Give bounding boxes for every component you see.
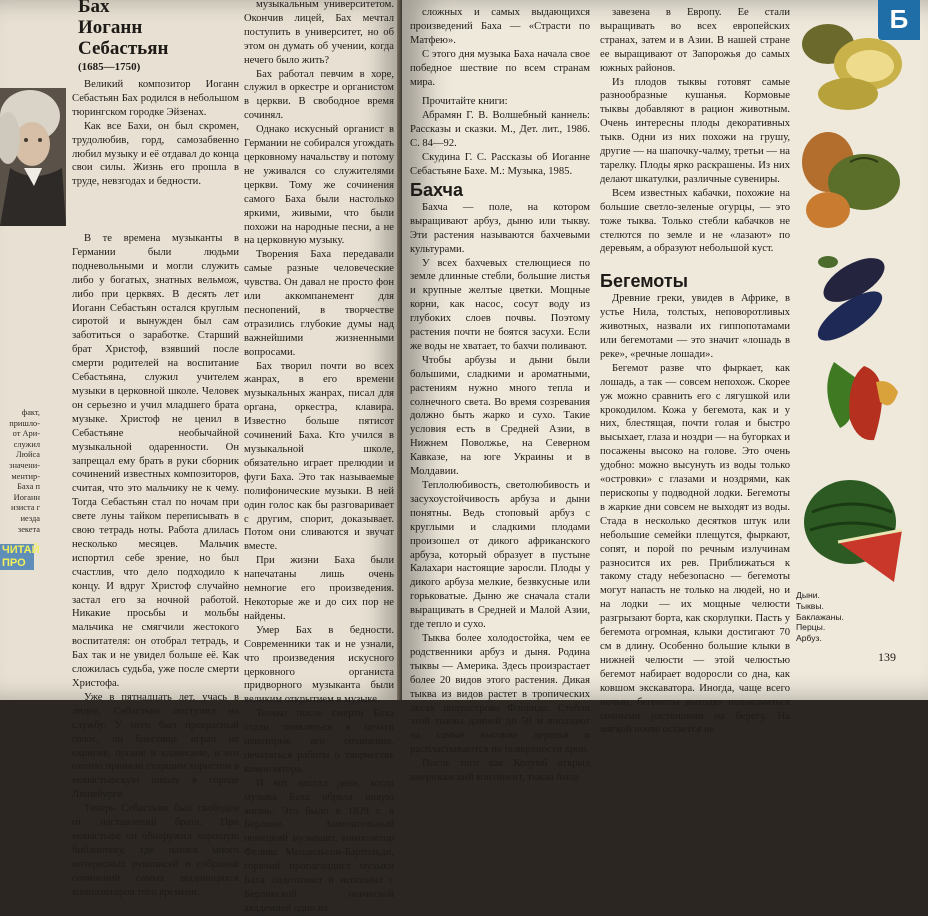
paragraph: завезена в Европу. Ее стали выращивать во всех европейских странах, затем и в Азии. В нашей стране ее выращивают от Запорожья до самых южных районов. (600, 7, 790, 74)
title-line: Иоганн (78, 17, 143, 38)
paragraph: Бегемот разве что фыркает, как лошадь, а так — совсем непохож. Скорее уж можно сравнить его с лягушкой или крокодилом. Кожа у бегемота, как и у них, блестящая, почти голая и быстро высыхает, глаза и ноздри — на бугорках и посажены высоко на голове. Это очень удобно: можно высунуть из воды только «островки» с глазами и ноздрями, как перископы у подводной лодки. Бегемоты в жаркие дни совсем не выходят из воды. Стада в несколько десятков штук или небольшие семейки плещутся, фыркают, сопят, и порой по речным излучинам разносится их рев. Приближаться к такому стаду небезопасно — бегемоты могут напасть не только на людей, но и на лодки — их мощные челюсти разгрызают борта, как скорлупки. Пасть у бегемота огромная, клыки достигают 70 см в длину. Особенно большие клыки в нижней челюсти — этой челюстью бегемот набирает водоросли со дна, как ковшом экскаватора. Иногда, чаще всего ночью, бегемоты выходят полакомиться сочными растениями на берегу. На мягкой почве остается не (600, 362, 790, 736)
paragraph: Великий композитор Иоганн Себастьян Бах родился в небольшом тюрингском городке Эйзенах. (72, 79, 239, 118)
paragraph: Однако искусный органист в Германии не собирался угождать церковному начальству и потому не уживался со служителями церкви. Тому же сочинения самого Баха были настолько яркими, живыми, что были похожи на народные песни, а не на церковную музыку. (244, 124, 394, 247)
watermelon-icon (804, 480, 902, 582)
paragraph: музыкальным университетом. Окончив лицей, Бах мечтал поступить в университет, но об этом он думать об учении, когда нечего было жить? (244, 0, 394, 66)
vegetables-illustration (798, 22, 906, 602)
paragraph: Теплолюбивость, светолюбивость и засухоустойчивость арбуза и дыни понятны. Ведь стоповый арбуз с круглыми и сладкими плодами произошел от дикого африканского арбуза, который образует в пустыне Калахари настоящие заросли. Плоды у дикого арбуза мелкие, безвкусные или горьковатые. Дыню же сначала стали выращивать в Средней и Малой Азии, где тепло и сухо. (410, 480, 590, 631)
reading-heading: Прочитайте книги: (422, 96, 508, 108)
paragraph: Тыква более холодостойка, чем ее родственники арбуз и дыня. Родина тыквы — Америка. Здесь произрастает более 20 видов этого растения. Дикая тыква из видов растет в тропических лесах полуострова Флорида. Стебли этой тыквы длиной до 50 м вползают на самые высокие деревья и распластываются по поверхности крон. (410, 632, 590, 756)
pumpkin-icon (802, 132, 900, 228)
letter-tab: Б (878, 0, 920, 40)
paragraph: Древние греки, увидев в Африке, в устье Нила, толстых, неповоротливых животных, назвали их гиппопотамами или бегемотами — это значит «лошадь в реке», «речные лошади». (600, 293, 790, 360)
bach-portrait (0, 88, 66, 226)
article-title-begemoty: Бегемоты (600, 271, 689, 292)
article-title-bach (78, 0, 238, 59)
paragraph: Чтобы арбузы и дыни были большими, сладкими и ароматными, растениям нужно много тепла и солнечного света. Во время созревания должно быть жарко и сухо. Такие условия есть в Средней Азии, в Нижнем Поволжье, на Северном Кавказе, на юге Украины и в Молдавии. (410, 354, 590, 478)
paragraph: Бах творил почти во всех жанрах, в его времени музыкальных жанрах, писал для органа, оркестра, клавира. Известно больше пятисот сочинений Баха. Кто учился в музыкальной школе, обязательно играет прелюдии и фуги Баха. Это так называемые полифонические музыки. В ней один голос как бы разговаривает с другим, спорит, доказывает. Потом они сливаются и звучат вместе. (244, 360, 394, 553)
reading-item: Абрамян Г. В. Волшебный каннель: Рассказы и сказки. М., Дет. лит., 1986. С. 84—92. (410, 110, 590, 150)
bach-column-1 (72, 78, 239, 189)
paragraph: Всем известных кабачки, похожие на большие светло-зеленые огурцы, — это тоже тыква. Только стебли кабачков не стелются по земле и не «лазают» по деревьям, а образуют небольшой куст. (600, 187, 790, 255)
bach-years: (1685—1750) (78, 61, 141, 73)
paragraph: И вот настал день, когда музыка Баха обрела новую жизнь. Это было в 1829 г. в Берлине. Замечательный немецкий музыкант, композитор Феликс Мендельсон-Бартольди, горячий пропагандист музыки Баха подготовил и исполнил с Берлинской певческой академией одно из (244, 777, 394, 914)
article-title-bakhcha: Бахча (410, 179, 463, 200)
page-number: 139 (878, 650, 896, 664)
margin-note: факт, пришло- от Ари- служил Люйса значени- ментир- Баха п Иоганн изиста г иезда зекета (9, 408, 40, 534)
title-line: Бах (78, 0, 110, 17)
illustration-caption (796, 590, 856, 644)
paragraph: Бах работал певчим в хоре, служил в оркестре и органистом в церкви. В свободное время сочинял. (244, 68, 394, 122)
right-page (402, 0, 928, 784)
caption-line: Баклажаны. (796, 611, 844, 622)
paragraph: Только после смерти Баха стали появляться в печати некоторые его сочинения, печататься работы о творчестве композитора. (244, 708, 394, 775)
paragraph: Уже в пятнадцать лет, учась в лицее, Себастьян поступил на службу. У него был прекрасный голос, он блестяще играл на скрипке, органе и клавесине, и его охотно приняли старшим хористом в монастырскую школу в городе Люнебурге. (72, 691, 239, 801)
right-column-1 (410, 6, 590, 785)
caption-line: Арбуз. (796, 633, 822, 644)
pepper-icon (827, 362, 898, 440)
eggplant-icon (811, 249, 892, 349)
paragraph: С этого дня музыка Баха начала свое победное шествие по всем странам мира. (410, 48, 590, 88)
melon-icon (802, 24, 902, 110)
paragraph: В те времена музыканты в Германии были людьми подневольными и могли служить либо у богатых, знатных вельмож, либо при церквях. В десять лет Иоганн Себастьян остался круглым сиротой и вынужден был сам заботиться о заработке. Старший брат Христоф, взявший после смерти родителей на воспитание Себастьяна, служил учителем музыки в церковной школе. Человек он серьезно и учил младшего брата музыке. Христоф не ценил в Себастьяне необычайной музыкальной одаренности. Он запрещал ему брать в руки сборник сочинений известных композиторов, считая, что это мальчику не к чему. Тогда Себастьян стал по ночам при свете луны тайком переписывать в свою тетрадь ноты. Работа длилась несколько месяцев. Мальчик испортил себе зрение, но был счастлив, что дело подходило к концу. И вдруг Христоф случайно застал его за ночной работой. Никакие просьбы и мольбы мальчика не смягчили жестокого воспитателя: он отобрал тетрадь, и Бах так и не увидел больше её. Как сложилась судьба, уже после смерти Христофа. (72, 233, 239, 689)
paragraph: Умер Бах в бедности. Современники так и не узнали, что произведения искусного церковного органиста придворного музыканта были великим открытием в музыке. (244, 624, 394, 706)
paragraph: сложных и самых выдающихся произведений Баха — «Страсти по Матфею». (410, 7, 590, 46)
reading-item: Скудина Г. С. Рассказы об Иоганне Себастьяне Бахе. М.: Музыка, 1985. (410, 152, 590, 177)
caption-line: Перцы. (796, 622, 826, 633)
left-page (0, 0, 402, 914)
paragraph: Как все Бахи, он был скромен, трудолюбив, горд, самозабвенно любил музыку и её отдавал до конца свои силы. Жизнь его прошла в труде, невзгодах и бедности. (72, 120, 239, 188)
paragraph: После того как Колумб открыл американский континент, тыква была (410, 758, 590, 784)
paragraph: Бахча — поле, на котором выращивают арбуз, дыню или тыкву. Эти растения называются бахчевыми культурами. (410, 201, 590, 255)
bach-column-2 (244, 0, 394, 916)
margin-badge: ЧИТАЙ ПРО (2, 544, 40, 569)
caption-line: Тыквы. (796, 600, 824, 611)
right-column-2 (600, 6, 790, 737)
paragraph: Творения Баха передавали самые разные человеческие чувства. Он давал не просто фон или аккомпанемент для песнопений, в творчестве отразились глубокие думы над важнейшими жизненными вопросами. (244, 249, 394, 358)
title-line: Себастьян (78, 38, 169, 59)
paragraph: При жизни Баха были напечатаны лишь очень немногие его произведения. Некоторые же и до сих пор не найдены. (244, 555, 394, 622)
bach-column-1-continued (72, 232, 239, 900)
paragraph: Теперь Себастьян был свободен от наставлений брата. При монастыре он обнаружил хорошую библиотеку, где нашел много интересных рукописей и собраний сочинений самых выдающихся композиторов того времени. (72, 803, 239, 898)
caption-line: Дыни. (796, 590, 820, 600)
paragraph: У всех бахчевых стелющиеся по земле длинные стебли, большие листья и крупные желтые цветки. Мощные корни, как насос, сосут воду из глубоких слоев почвы. Поэтому растения почти не боятся засухи. Если же воды не хватает, то бахчи поливают. (410, 257, 590, 352)
paragraph: Из плодов тыквы готовят самые разнообразные кушанья. Кормовые тыквы добавляют в рацион животным. Очень интересны плоды декоративных тыкв. Одни из них похожи на грушу, другие — на шапочку-чалму, третьи — на тарелку. Плоды ярко раскрашены. Из них делают шкатулки, различные сувениры. (600, 76, 790, 185)
